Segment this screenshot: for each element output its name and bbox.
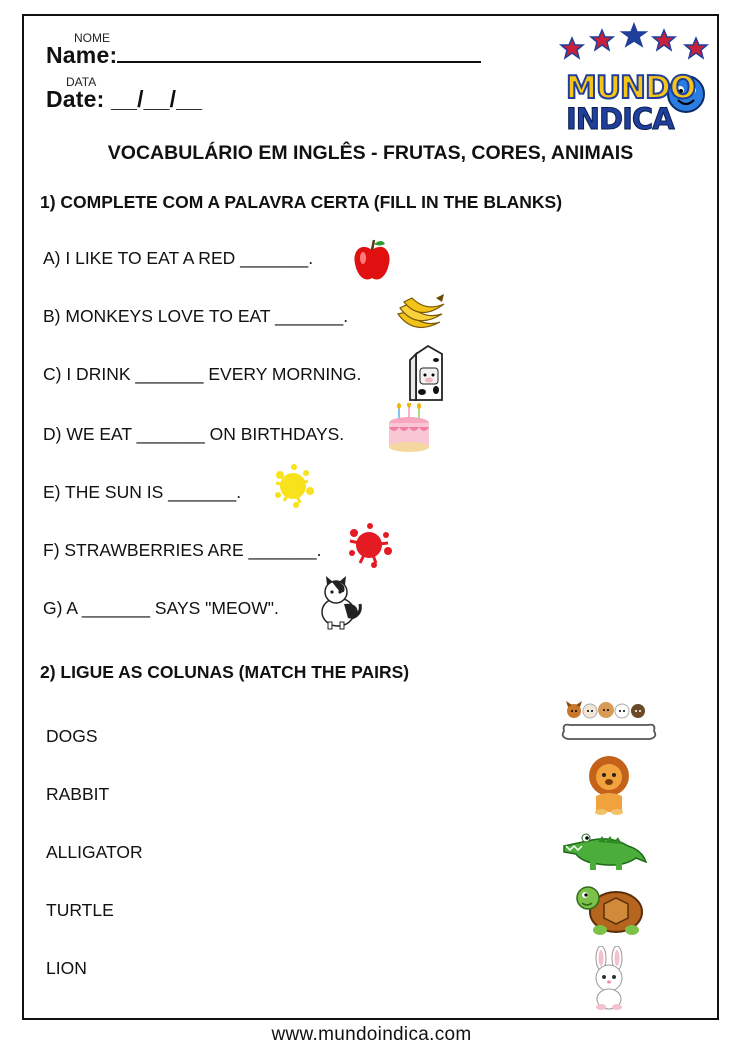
red-splash-icon bbox=[344, 521, 394, 569]
footer-website[interactable]: www.mundoindica.com bbox=[271, 1024, 472, 1045]
dogs-icon[interactable] bbox=[558, 697, 660, 747]
match-word-rabbit[interactable]: RABBIT bbox=[46, 784, 110, 804]
yellow-splash-icon bbox=[270, 461, 316, 509]
name-blank-line[interactable] bbox=[117, 61, 481, 63]
question-a[interactable]: A) I LIKE TO EAT A RED _______. bbox=[43, 248, 314, 268]
worksheet-title: VOCABULÁRIO EM INGLÊS - FRUTAS, CORES, ANIMAIS bbox=[107, 142, 634, 164]
cake-icon bbox=[386, 403, 432, 453]
match-word-alligator[interactable]: ALLIGATOR bbox=[46, 842, 143, 862]
question-c[interactable]: C) I DRINK _______ EVERY MORNING. bbox=[43, 364, 362, 384]
question-e[interactable]: E) THE SUN IS _______. bbox=[43, 482, 242, 502]
date-small-label: DATA bbox=[66, 75, 97, 89]
apple-icon bbox=[352, 238, 392, 282]
question-f[interactable]: F) STRAWBERRIES ARE _______. bbox=[43, 540, 322, 560]
cat-icon bbox=[314, 574, 364, 630]
match-word-lion[interactable]: LION bbox=[46, 958, 87, 978]
logo-text-indica: INDICA bbox=[566, 102, 674, 136]
lion-icon[interactable] bbox=[584, 754, 634, 816]
turtle-icon[interactable] bbox=[574, 880, 648, 940]
rabbit-icon[interactable] bbox=[586, 946, 632, 1010]
match-word-dogs[interactable]: DOGS bbox=[46, 726, 98, 746]
bananas-icon bbox=[394, 292, 446, 336]
name-label: Name: bbox=[46, 42, 118, 68]
logo-text-mundo: MUNDO bbox=[566, 70, 696, 106]
name-small-label: NOME bbox=[74, 31, 110, 45]
milk-carton-icon bbox=[408, 344, 450, 402]
section-1-heading: 1) COMPLETE COM A PALAVRA CERTA (FILL IN THE BLANKS) bbox=[40, 192, 563, 212]
question-b[interactable]: B) MONKEYS LOVE TO EAT _______. bbox=[43, 306, 349, 326]
name-field[interactable] bbox=[46, 42, 481, 69]
question-g[interactable]: G) A _______ SAYS "MEOW". bbox=[43, 598, 279, 618]
date-label[interactable]: Date: __/__/__ bbox=[46, 86, 203, 112]
alligator-icon[interactable] bbox=[562, 828, 648, 874]
mundo-indica-logo bbox=[556, 22, 716, 136]
section-2-heading: 2) LIGUE AS COLUNAS (MATCH THE PAIRS) bbox=[40, 662, 410, 682]
question-d[interactable]: D) WE EAT _______ ON BIRTHDAYS. bbox=[43, 424, 345, 444]
match-word-turtle[interactable]: TURTLE bbox=[46, 900, 114, 920]
